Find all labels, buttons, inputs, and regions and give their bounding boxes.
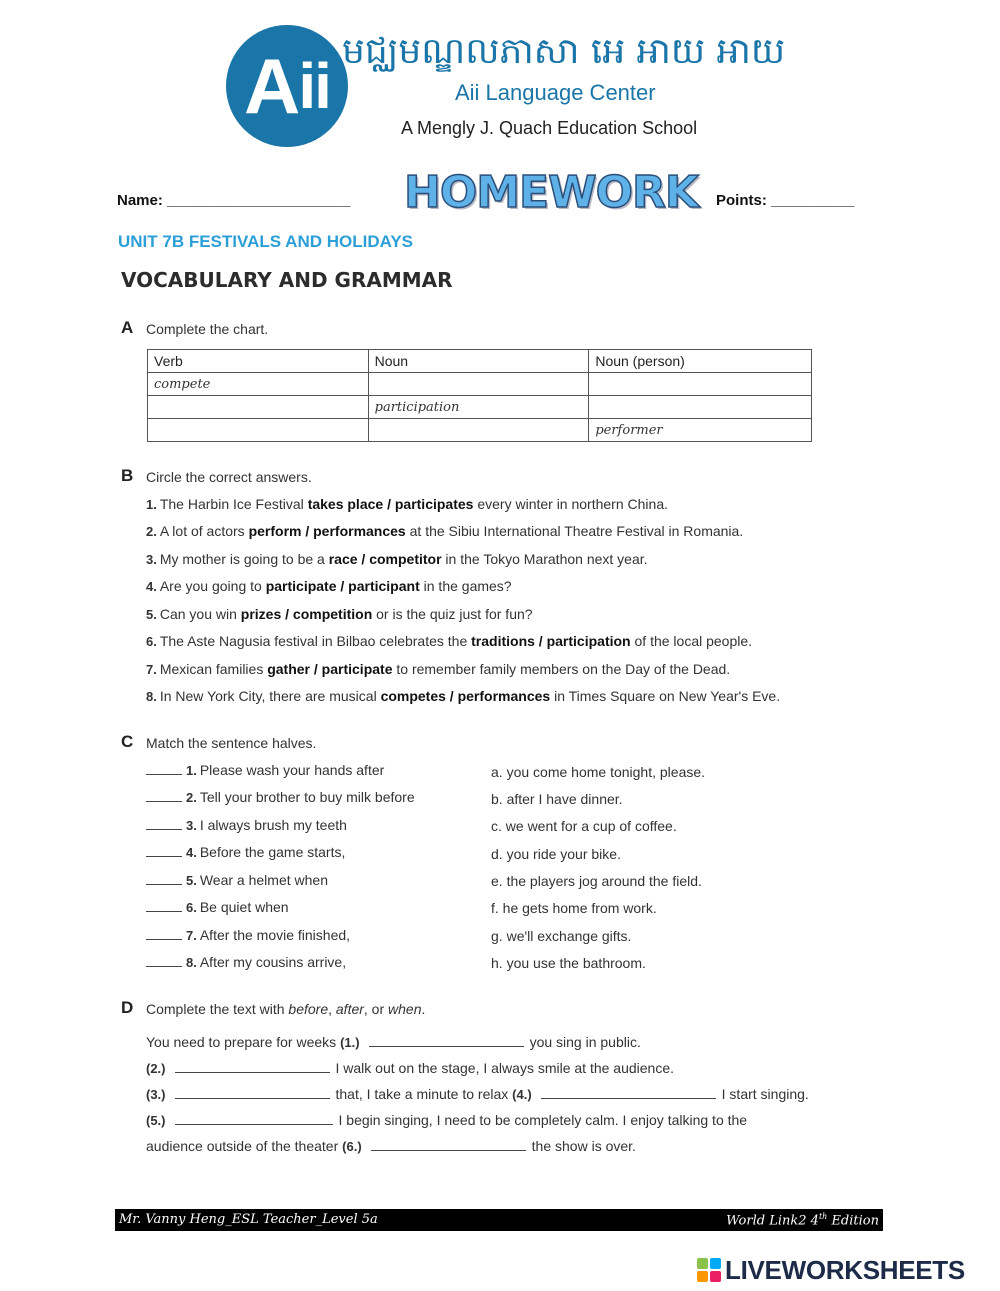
answer-options[interactable]: takes place / participates (307, 496, 474, 512)
match-item-left: 6. Be quiet when (146, 899, 289, 915)
teacher-credit: Mr. Vanny Heng_ESL Teacher_Level 5a (119, 1212, 378, 1227)
footer-bar (115, 1209, 883, 1231)
chart-answer-cell[interactable] (368, 373, 589, 396)
section-c-letter: C (121, 732, 134, 751)
chart-header-cell: Verb (148, 350, 369, 373)
section-c-instruction: Match the sentence halves. (146, 735, 317, 751)
cloze-blank[interactable] (371, 1138, 526, 1151)
cloze-blank[interactable] (541, 1086, 716, 1099)
cloze-blank[interactable] (175, 1060, 330, 1073)
match-item-right: a. you come home tonight, please. (491, 764, 706, 780)
match-item-left: 2. Tell your brother to buy milk before (146, 789, 415, 805)
match-item-left: 3. I always brush my teeth (146, 817, 347, 833)
match-answer-blank[interactable] (146, 911, 182, 912)
match-item-right: h. you use the bathroom. (491, 955, 646, 971)
chart-header-cell: Noun (person) (589, 350, 812, 373)
vocabulary-chart (147, 349, 812, 442)
match-answer-blank[interactable] (146, 774, 182, 775)
cloze-line: (2.) I walk out on the stage, I always smile at the audience. (146, 1060, 675, 1076)
liveworksheets-icon (697, 1258, 721, 1282)
cloze-line: audience outside of the theater (6.) the show is over. (146, 1138, 636, 1154)
circle-item: 8. In New York City, there are musical competes / performances in Times Square on New Year's Eve. (146, 688, 781, 704)
name-field[interactable]: Name: ______________________ (117, 192, 351, 209)
answer-options[interactable]: participate / participant (265, 578, 420, 594)
homework-banner: HOMEWORK (404, 167, 698, 218)
chart-answer-cell[interactable] (589, 396, 812, 419)
chart-answer-cell[interactable] (589, 373, 812, 396)
match-item-right: f. he gets home from work. (491, 900, 657, 916)
cloze-blank[interactable] (175, 1086, 330, 1099)
match-item-right: c. we went for a cup of coffee. (491, 818, 677, 834)
unit-title: UNIT 7B FESTIVALS AND HOLIDAYS (118, 232, 414, 251)
match-item-left: 1. Please wash your hands after (146, 762, 384, 778)
cloze-line: (3.) that, I take a minute to relax (4.) I start singing. (146, 1086, 809, 1102)
cloze-line: (5.) I begin singing, I need to be completely calm. I enjoy talking to the (146, 1112, 748, 1128)
school-name: A Mengly J. Quach Education School (401, 118, 698, 138)
match-answer-blank[interactable] (146, 884, 182, 885)
chart-cell: compete (148, 373, 369, 396)
match-item-right: d. you ride your bike. (491, 846, 621, 862)
match-answer-blank[interactable] (146, 939, 182, 940)
chart-cell: participation (368, 396, 589, 419)
answer-options[interactable]: gather / participate (267, 661, 393, 677)
liveworksheets-wordmark: LIVEWORKSHEETS (725, 1254, 965, 1285)
circle-item: 2. A lot of actors perform / performances at the Sibiu International Theatre Festival in Romania. (146, 523, 744, 539)
khmer-school-title: មជ្ឈមណ្ឌលភាសា អេ អាយ អាយ (342, 31, 786, 72)
liveworksheets-logo (697, 1255, 965, 1285)
chart-header-row (148, 350, 812, 373)
match-item-right: e. the players jog around the field. (491, 873, 702, 889)
answer-options[interactable]: perform / performances (248, 523, 406, 539)
chart-row (148, 396, 812, 419)
chart-cell: performer (589, 419, 812, 442)
match-answer-blank[interactable] (146, 801, 182, 802)
match-item-right: g. we'll exchange gifts. (491, 928, 632, 944)
section-b-instruction: Circle the correct answers. (146, 469, 312, 485)
match-item-left: 5. Wear a helmet when (146, 872, 328, 888)
chart-row (148, 373, 812, 396)
chart-row (148, 419, 812, 442)
circle-item: 6. The Aste Nagusia festival in Bilbao celebrates the traditions / participation of the local people. (146, 633, 753, 649)
section-d-letter: D (121, 998, 134, 1017)
cloze-line: You need to prepare for weeks (1.) you sing in public. (146, 1034, 641, 1050)
chart-answer-cell[interactable] (148, 419, 369, 442)
answer-options[interactable]: prizes / competition (240, 606, 373, 622)
chart-answer-cell[interactable] (148, 396, 369, 419)
match-item-left: 7. After the movie finished, (146, 927, 350, 943)
circle-item: 3. My mother is going to be a race / competitor in the Tokyo Marathon next year. (146, 551, 648, 567)
cloze-blank[interactable] (175, 1112, 333, 1125)
answer-options[interactable]: traditions / participation (471, 633, 631, 649)
match-answer-blank[interactable] (146, 856, 182, 857)
match-answer-blank[interactable] (146, 829, 182, 830)
match-item-right: b. after I have dinner. (491, 791, 623, 807)
chart-header-cell: Noun (368, 350, 589, 373)
match-item-left: 4. Before the game starts, (146, 844, 345, 860)
circle-item: 1. The Harbin Ice Festival takes place / participates every winter in northern China. (146, 496, 668, 512)
edition-label: World Link2 4th Edition (726, 1212, 879, 1229)
match-answer-blank[interactable] (146, 966, 182, 967)
section-d-instruction: Complete the text with before, after, or when. (146, 1001, 426, 1017)
circle-item: 7. Mexican families gather / participate to remember family members on the Day of the Dead. (146, 661, 731, 677)
section-a-instruction: Complete the chart. (146, 321, 269, 337)
circle-item: 4. Are you going to participate / participant in the games? (146, 578, 512, 594)
answer-options[interactable]: competes / performances (380, 688, 551, 704)
chart-answer-cell[interactable] (368, 419, 589, 442)
section-heading: VOCABULARY AND GRAMMAR (121, 268, 453, 292)
center-name: Aii Language Center (455, 80, 656, 105)
circle-item: 5. Can you win prizes / competition or is the quiz just for fun? (146, 606, 533, 622)
cloze-blank[interactable] (369, 1034, 524, 1047)
section-b-letter: B (121, 466, 134, 485)
points-field[interactable]: Points: __________ (716, 192, 855, 209)
answer-options[interactable]: race / competitor (328, 551, 442, 567)
school-logo: A ii (226, 25, 348, 147)
section-a-letter: A (121, 318, 134, 337)
match-item-left: 8. After my cousins arrive, (146, 954, 346, 970)
